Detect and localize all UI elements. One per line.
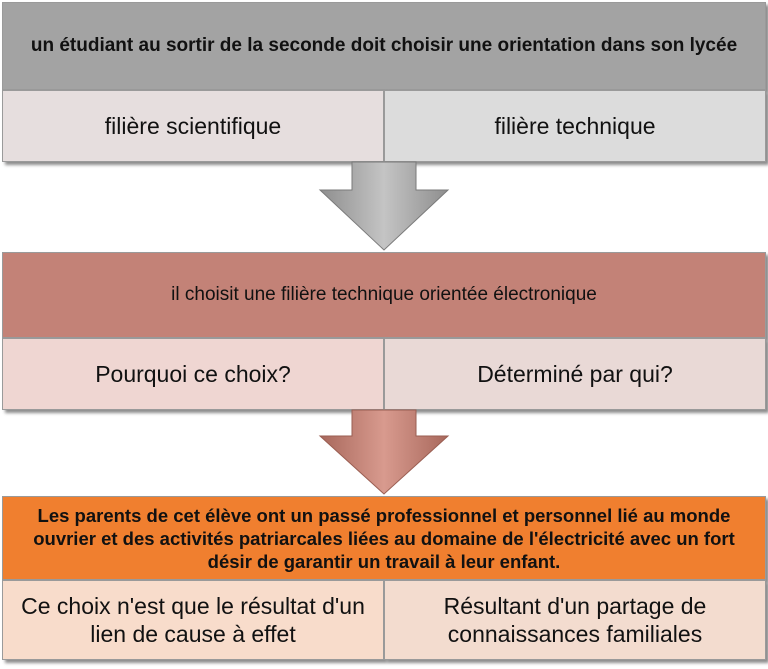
step2-left-box: [2, 338, 384, 410]
step3-left-label: Ce choix n'est que le résultat d'un lien de cause à effet: [21, 593, 365, 647]
step1-title: un étudiant au sortir de la seconde doit choisir une orientation dans son lycée: [30, 35, 738, 56]
step1-title-box: [2, 2, 766, 90]
step1-right-box: [384, 90, 766, 162]
step2-left-label: Pourquoi ce choix?: [95, 361, 291, 387]
step2-title-box: [2, 252, 766, 338]
step1-left-box: [2, 90, 384, 162]
step3-right-label: Résultant d'un partage de connaissances familiales: [443, 593, 707, 647]
step1-right-label: filière technique: [494, 113, 656, 139]
step3-title-box: [2, 496, 766, 580]
step3-title: Les parents de cet élève ont un passé professionnel et personnel lié au monde ouvrier et des activités patriarcales liées au domaine de l'électricité avec un fort désir de garantir un travail à leur enfant.: [33, 504, 735, 572]
down-arrow-1-icon: [318, 162, 450, 252]
step2-title: il choisit une filière technique orientée électronique: [171, 284, 597, 305]
step3-right-box: [384, 580, 766, 660]
step1-left-label: filière scientifique: [104, 113, 282, 139]
step2-right-label: Déterminé par qui?: [477, 361, 673, 387]
down-arrow-2-icon: [318, 410, 450, 496]
step3-left-box: [2, 580, 384, 660]
step2-right-box: [384, 338, 766, 410]
